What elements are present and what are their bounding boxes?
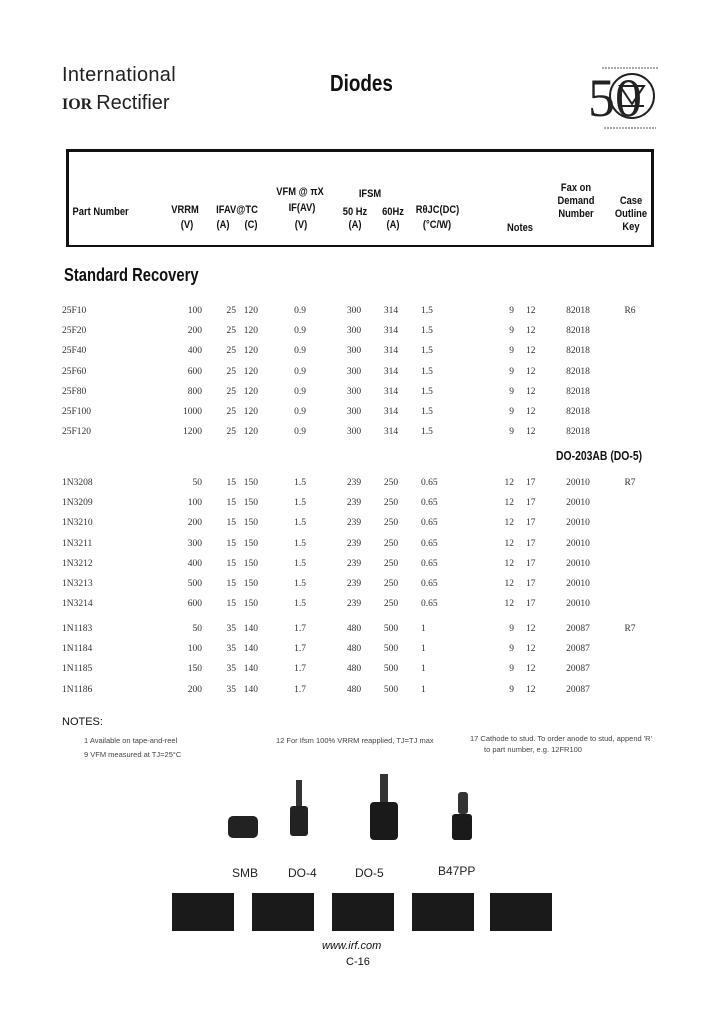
cell-s50: 239 xyxy=(346,558,362,569)
cell-n1: 12 xyxy=(504,498,514,509)
table-row xyxy=(0,644,720,660)
cell-fax: 82018 xyxy=(566,346,590,357)
cell-n1: 12 xyxy=(504,579,514,589)
cell-s50: 239 xyxy=(346,538,362,549)
cell-s50: 300 xyxy=(346,427,362,438)
cell-r: 1.5 xyxy=(421,427,433,438)
cell-case: R7 xyxy=(624,624,636,634)
cell-n1: 9 xyxy=(509,346,514,357)
cell-i: 25 xyxy=(226,427,236,438)
table-row xyxy=(0,326,720,342)
cell-vf: 0.9 xyxy=(294,407,306,417)
cell-s60: 500 xyxy=(383,644,399,655)
thumbnail-4 xyxy=(412,893,474,931)
cell-fax: 82018 xyxy=(566,427,590,438)
cell-i: 25 xyxy=(226,386,236,397)
cell-n2: 12 xyxy=(526,644,536,655)
cell-r: 1 xyxy=(421,664,426,675)
cell-vf: 0.9 xyxy=(294,306,306,316)
table-row xyxy=(0,387,720,403)
cell-n1: 9 xyxy=(509,684,514,695)
cell-v: 100 xyxy=(187,498,202,509)
col-60hz: 60Hz xyxy=(382,206,404,218)
cell-fax: 20010 xyxy=(566,518,590,529)
cell-t: 150 xyxy=(243,579,258,589)
cell-r: 1.5 xyxy=(421,407,433,417)
cell-n2: 12 xyxy=(526,386,536,397)
cell-fax: 82018 xyxy=(566,386,590,397)
col-ifsm: IFSM xyxy=(358,188,382,200)
thumbnail-2 xyxy=(252,893,314,931)
cell-s50: 239 xyxy=(346,579,362,589)
cell-n2: 12 xyxy=(526,427,536,438)
cell-n1: 9 xyxy=(509,386,514,397)
package-label: DO-203AB (DO-5) xyxy=(556,448,643,463)
cell-i: 15 xyxy=(226,538,236,549)
cell-fax: 82018 xyxy=(566,306,590,316)
cell-r: 1.5 xyxy=(421,346,433,357)
cell-s60: 250 xyxy=(383,599,399,610)
do5-package-image xyxy=(370,802,398,840)
cell-n1: 12 xyxy=(504,599,514,610)
cell-fax: 20087 xyxy=(566,684,590,695)
cell-r: 0.65 xyxy=(421,498,438,509)
cell-part: 1N3210 xyxy=(62,518,93,529)
pkg-label-smb: SMB xyxy=(232,866,259,880)
brand-mark: IOR xyxy=(62,96,93,113)
cell-v: 500 xyxy=(187,579,202,589)
table-row xyxy=(0,407,720,423)
cell-r: 0.65 xyxy=(421,478,438,488)
cell-i: 25 xyxy=(226,346,236,357)
cell-part: 1N3211 xyxy=(62,538,93,549)
cell-n1: 12 xyxy=(504,558,514,569)
cell-i: 15 xyxy=(226,518,236,529)
cell-s60: 250 xyxy=(383,498,399,509)
cell-vf: 1.7 xyxy=(294,644,306,655)
cell-case: R6 xyxy=(624,306,636,316)
cell-vf: 1.5 xyxy=(294,579,306,589)
cell-r: 1 xyxy=(421,624,426,634)
cell-s50: 239 xyxy=(346,498,362,509)
cell-s60: 500 xyxy=(383,664,399,675)
col-vfm-unit: (V) xyxy=(294,219,308,231)
cell-s60: 314 xyxy=(383,366,399,377)
anniversary-emblem xyxy=(582,60,662,134)
col-vrrm: VRRM xyxy=(171,204,199,216)
cell-t: 120 xyxy=(243,346,258,357)
cell-part: 25F120 xyxy=(62,427,92,438)
cell-s60: 314 xyxy=(383,346,399,357)
cell-s60: 250 xyxy=(383,538,399,549)
table-row xyxy=(0,518,720,534)
cell-s60: 314 xyxy=(383,306,399,316)
cell-vf: 1.7 xyxy=(294,624,306,634)
cell-i: 25 xyxy=(226,366,236,377)
col-notes: Notes xyxy=(507,222,533,234)
col-rth-unit: (°C/W) xyxy=(422,219,452,231)
cell-part: 25F20 xyxy=(62,326,87,337)
cell-r: 0.65 xyxy=(421,558,438,569)
table-row xyxy=(0,599,720,615)
cell-t: 150 xyxy=(243,498,258,509)
cell-vf: 0.9 xyxy=(294,326,306,337)
cell-part: 25F10 xyxy=(62,306,87,316)
col-case: Case Outline Key xyxy=(614,195,648,233)
note-9: 9 VFM measured at TJ=25°C xyxy=(84,750,182,759)
cell-part: 1N3212 xyxy=(62,558,93,569)
cell-v: 800 xyxy=(187,386,202,397)
pkg-label-b47pp: B47PP xyxy=(438,864,476,878)
cell-i: 25 xyxy=(226,407,236,417)
smb-package-image xyxy=(228,816,258,838)
cell-v: 200 xyxy=(187,518,202,529)
cell-part: 1N1183 xyxy=(62,624,93,634)
col-ifsm-unit: (A) xyxy=(348,219,362,231)
col-rth: RθJC(DC) xyxy=(415,204,460,216)
table-row xyxy=(0,478,720,494)
table-row xyxy=(0,427,720,443)
cell-part: 1N3214 xyxy=(62,599,93,610)
cell-fax: 20010 xyxy=(566,599,590,610)
cell-i: 35 xyxy=(226,644,236,655)
cell-n1: 12 xyxy=(504,538,514,549)
cell-r: 1 xyxy=(421,644,426,655)
col-vfm: VFM @ πX xyxy=(276,186,324,198)
do4-package-image xyxy=(290,806,308,836)
cell-t: 140 xyxy=(243,644,258,655)
cell-r: 0.65 xyxy=(421,538,438,549)
cell-i: 15 xyxy=(226,579,236,589)
cell-r: 1 xyxy=(421,684,426,695)
footer-page-number: C-16 xyxy=(346,956,370,968)
cell-n1: 9 xyxy=(509,366,514,377)
col-part: Part Number xyxy=(72,206,129,218)
cell-n1: 9 xyxy=(509,427,514,438)
table-row xyxy=(0,685,720,701)
cell-n2: 12 xyxy=(526,684,536,695)
cell-vf: 1.5 xyxy=(294,518,306,529)
cell-s60: 314 xyxy=(383,427,399,438)
cell-s50: 480 xyxy=(346,664,362,675)
cell-v: 200 xyxy=(187,326,202,337)
cell-s60: 250 xyxy=(383,518,399,529)
cell-case: R7 xyxy=(624,478,636,488)
logo-line1: International xyxy=(62,64,176,86)
cell-vf: 1.7 xyxy=(294,684,306,695)
cell-t: 120 xyxy=(243,386,258,397)
cell-n1: 9 xyxy=(509,624,514,634)
cell-vf: 1.5 xyxy=(294,538,306,549)
note-17b: to part number, e.g. 12FR100 xyxy=(484,745,582,754)
cell-n1: 9 xyxy=(509,326,514,337)
table-row xyxy=(0,539,720,555)
cell-part: 1N1184 xyxy=(62,644,93,655)
cell-fax: 20010 xyxy=(566,579,590,589)
cell-i: 35 xyxy=(226,664,236,675)
footer-url[interactable]: www.irf.com xyxy=(322,940,382,952)
cell-n1: 12 xyxy=(504,518,514,529)
cell-fax: 20010 xyxy=(566,538,590,549)
cell-t: 140 xyxy=(243,664,258,675)
cell-i: 15 xyxy=(226,498,236,509)
cell-t: 120 xyxy=(243,306,258,316)
cell-v: 1000 xyxy=(183,407,202,417)
cell-t: 140 xyxy=(243,684,258,695)
cell-r: 1.5 xyxy=(421,306,433,316)
table-row xyxy=(0,346,720,362)
cell-r: 1.5 xyxy=(421,366,433,377)
cell-vf: 1.5 xyxy=(294,558,306,569)
cell-v: 300 xyxy=(187,538,202,549)
cell-v: 50 xyxy=(192,624,202,634)
cell-part: 25F60 xyxy=(62,366,87,377)
cell-i: 15 xyxy=(226,599,236,610)
cell-fax: 20087 xyxy=(566,644,590,655)
cell-t: 150 xyxy=(243,518,258,529)
cell-n2: 12 xyxy=(526,326,536,337)
package-images xyxy=(222,770,482,862)
cell-n1: 9 xyxy=(509,664,514,675)
pkg-label-do5: DO-5 xyxy=(355,866,384,880)
cell-i: 25 xyxy=(226,306,236,316)
cell-vf: 0.9 xyxy=(294,386,306,397)
cell-i: 15 xyxy=(226,478,236,488)
cell-s50: 239 xyxy=(346,478,362,488)
cell-s60: 250 xyxy=(383,558,399,569)
cell-s50: 300 xyxy=(346,306,362,316)
cell-s50: 480 xyxy=(346,624,362,634)
table-row xyxy=(0,579,720,595)
table-row xyxy=(0,664,720,680)
col-vfm-sub: IF(AV) xyxy=(288,202,316,214)
thumbnail-1 xyxy=(172,893,234,931)
cell-n2: 17 xyxy=(526,518,536,529)
cell-v: 100 xyxy=(187,306,202,316)
cell-s60: 314 xyxy=(383,386,399,397)
cell-vf: 1.5 xyxy=(294,498,306,509)
cell-n2: 12 xyxy=(526,346,536,357)
cell-part: 25F40 xyxy=(62,346,87,357)
cell-n2: 17 xyxy=(526,579,536,589)
col-50hz: 50 Hz xyxy=(342,206,368,218)
cell-t: 120 xyxy=(243,407,258,417)
page-title: Diodes xyxy=(330,70,393,96)
logo-rectifier: Rectifier xyxy=(96,92,170,114)
cell-v: 400 xyxy=(187,346,202,357)
cell-i: 15 xyxy=(226,558,236,569)
col-vrrm-unit: (V) xyxy=(180,219,194,231)
cell-s50: 300 xyxy=(346,386,362,397)
cell-t: 120 xyxy=(243,326,258,337)
note-17a: 17 Cathode to stud. To order anode to stud, append 'R' xyxy=(470,734,653,743)
cell-t: 120 xyxy=(243,366,258,377)
cell-s50: 480 xyxy=(346,644,362,655)
cell-s60: 500 xyxy=(383,624,399,634)
cell-n2: 12 xyxy=(526,306,536,316)
cell-fax: 20010 xyxy=(566,498,590,509)
cell-part: 1N1185 xyxy=(62,664,93,675)
cell-s60: 250 xyxy=(383,478,399,488)
section-title: Standard Recovery xyxy=(64,265,199,285)
cell-fax: 82018 xyxy=(566,326,590,337)
cell-s50: 300 xyxy=(346,407,362,417)
col-ifav: IFAV@TC xyxy=(216,204,258,216)
cell-r: 0.65 xyxy=(421,599,438,610)
cell-vf: 0.9 xyxy=(294,427,306,438)
cell-s60: 500 xyxy=(383,684,399,695)
cell-i: 35 xyxy=(226,684,236,695)
cell-r: 1.5 xyxy=(421,386,433,397)
cell-n2: 12 xyxy=(526,407,536,417)
cell-v: 200 xyxy=(187,684,202,695)
cell-s50: 480 xyxy=(346,684,362,695)
col-fax: Fax on Demand Number xyxy=(557,182,595,220)
cell-vf: 1.7 xyxy=(294,664,306,675)
cell-n2: 12 xyxy=(526,366,536,377)
cell-n2: 17 xyxy=(526,538,536,549)
col-ifav-unit: (A) xyxy=(216,219,230,231)
b47pp-package-image xyxy=(452,814,472,840)
cell-t: 120 xyxy=(243,427,258,438)
cell-i: 25 xyxy=(226,326,236,337)
cell-part: 25F80 xyxy=(62,386,87,397)
cell-fax: 82018 xyxy=(566,366,590,377)
cell-n2: 17 xyxy=(526,478,536,488)
cell-s60: 314 xyxy=(383,407,399,417)
note-12: 12 For Ifsm 100% VRRM reapplied, TJ=TJ max xyxy=(276,736,434,745)
cell-vf: 1.5 xyxy=(294,478,306,488)
cell-t: 150 xyxy=(243,558,258,569)
cell-part: 1N1186 xyxy=(62,684,93,695)
cell-n1: 12 xyxy=(504,478,514,488)
cell-t: 150 xyxy=(243,599,258,610)
cell-t: 150 xyxy=(243,478,258,488)
cell-n2: 12 xyxy=(526,664,536,675)
cell-part: 25F100 xyxy=(62,407,92,417)
table-row xyxy=(0,498,720,514)
cell-n2: 17 xyxy=(526,558,536,569)
cell-vf: 0.9 xyxy=(294,366,306,377)
cell-s60: 314 xyxy=(383,326,399,337)
col-tc-unit: (C) xyxy=(244,219,258,231)
cell-r: 1.5 xyxy=(421,326,433,337)
emblem-text: 50 xyxy=(588,68,642,128)
cell-fax: 82018 xyxy=(566,407,590,417)
table-row xyxy=(0,559,720,575)
cell-r: 0.65 xyxy=(421,579,438,589)
cell-s50: 239 xyxy=(346,518,362,529)
cell-s50: 300 xyxy=(346,326,362,337)
cell-v: 100 xyxy=(187,644,202,655)
cell-t: 150 xyxy=(243,538,258,549)
cell-fax: 20010 xyxy=(566,558,590,569)
cell-n1: 9 xyxy=(509,644,514,655)
col-ifsm-unit2: (A) xyxy=(386,219,400,231)
cell-n2: 12 xyxy=(526,624,536,634)
cell-part: 1N3213 xyxy=(62,579,93,589)
cell-v: 50 xyxy=(192,478,202,488)
cell-s50: 300 xyxy=(346,346,362,357)
note-1: 1 Available on tape-and-reel xyxy=(84,736,178,745)
cell-i: 35 xyxy=(226,624,236,634)
cell-part: 1N3209 xyxy=(62,498,93,509)
cell-v: 1200 xyxy=(183,427,202,438)
cell-n2: 17 xyxy=(526,498,536,509)
cell-s50: 300 xyxy=(346,366,362,377)
cell-n1: 9 xyxy=(509,306,514,316)
table-row xyxy=(0,367,720,383)
cell-v: 150 xyxy=(187,664,202,675)
table-row xyxy=(0,306,720,322)
cell-fax: 20010 xyxy=(566,478,590,488)
thumbnail-5 xyxy=(490,893,552,931)
cell-part: 1N3208 xyxy=(62,478,93,488)
cell-v: 400 xyxy=(187,558,202,569)
logo-line2 xyxy=(62,92,170,115)
cell-n1: 9 xyxy=(509,407,514,417)
thumbnail-3 xyxy=(332,893,394,931)
table-row xyxy=(0,624,720,640)
cell-r: 0.65 xyxy=(421,518,438,529)
cell-fax: 20087 xyxy=(566,664,590,675)
cell-v: 600 xyxy=(187,599,202,610)
cell-n2: 17 xyxy=(526,599,536,610)
cell-vf: 0.9 xyxy=(294,346,306,357)
cell-v: 600 xyxy=(187,366,202,377)
notes-heading: NOTES: xyxy=(62,716,103,728)
cell-vf: 1.5 xyxy=(294,599,306,610)
cell-t: 140 xyxy=(243,624,258,634)
pkg-label-do4: DO-4 xyxy=(288,866,317,880)
cell-s60: 250 xyxy=(383,579,399,589)
cell-fax: 20087 xyxy=(566,624,590,634)
cell-s50: 239 xyxy=(346,599,362,610)
